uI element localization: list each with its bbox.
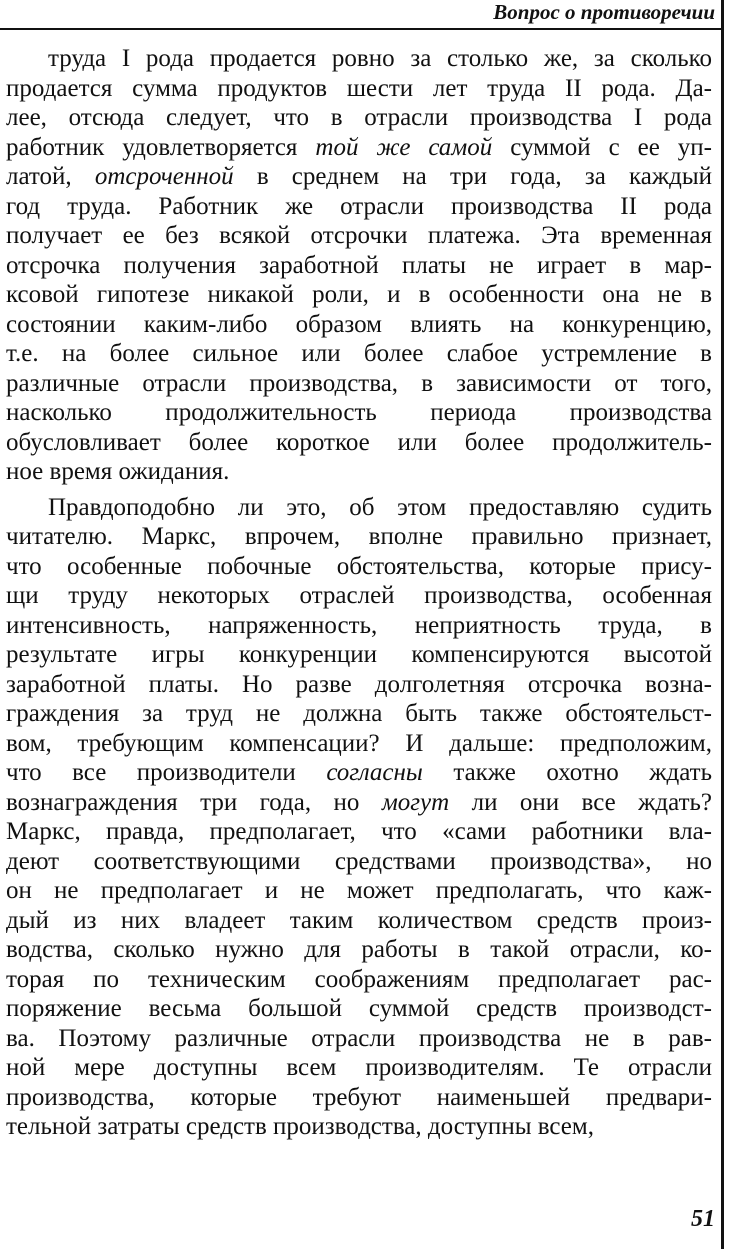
text-line: вом, требующим компенсации? И дальше: предположим, [6,729,712,757]
text-run: в среднем на три года, за каждый [233,163,712,190]
text-line: что особенные побочные обстоятельства, которые прису- [6,552,712,580]
text-line: труда I рода продается ровно за столько же, за сколько [48,45,712,72]
italic-text: могут [381,788,450,816]
text-line: состоянии каким-либо образом влиять на конкуренцию, [6,310,712,338]
page-edge-rule [721,0,724,1249]
running-header [0,0,723,30]
text-line: получает ее без всякой отсрочки платежа. Эта временная [6,222,712,249]
text-line: щи труду некоторых отраслей производства, особенная [6,582,712,609]
text-line: поряжение весьма большой суммой средств производст- [6,995,712,1022]
text-line: Правдоподобно ли это, об этом предоставляю судить [48,493,712,521]
text-line [6,758,712,788]
text-run: также охотно ждать [422,759,712,786]
page-number: 51 [691,1206,715,1232]
text-line: отсрочка получения заработной платы не играет в мар- [6,251,712,279]
text-line [6,162,712,192]
text-line: торая по техническим соображениям предполагает рас- [6,965,712,993]
text-line: ной мере доступны всем производителям. Те отрасли [6,1054,712,1081]
text-line: ва. Поэтому различные отрасли производства не в рав- [6,1024,712,1052]
text-line: деют соответствующими средствами производства», но [6,847,712,875]
text-line: производства, которые требуют наименьшей предвари- [6,1083,712,1111]
paragraph-1 [6,44,712,487]
italic-text: согласны [326,759,423,786]
text-run: суммой с ее уп- [492,133,712,161]
text-line [6,133,712,163]
text-line: читателю. Маркс, впрочем, вполне правильно признает, [6,523,712,550]
text-line: граждения за труд не должна быть также обстоятельст- [6,700,712,727]
text-line [6,788,712,818]
running-header-title: Вопрос о противоречии [493,0,715,24]
text-line: интенсивность, напряженность, неприятность труда, в [6,611,712,639]
paragraph-2 [6,493,712,1142]
text-run: работник удовлетворяется [6,133,316,161]
text-line: дый из них владеет таким количеством средств произ- [6,906,712,934]
text-line: различные отрасли производства, в зависимости от того, [6,369,712,397]
text-line: обусловливает более короткое или более продолжитель- [6,428,712,456]
text-line: ное время ожидания. [6,458,230,485]
text-line: т.е. на более сильное или более слабое устремление в [6,340,712,367]
italic-text: той же самой [315,133,493,161]
text-line: он не предполагает и не может предполагать, что каж- [6,877,712,904]
text-line: заработной платы. Но разве долголетняя отсрочка возна- [6,670,712,698]
text-run: ли они все ждать? [449,788,712,816]
text-line: насколько продолжительность периода производства [6,399,712,426]
text-run: что все производители [6,759,327,786]
text-line: водства, сколько нужно для работы в такой отрасли, ко- [6,936,712,963]
text-line: ксовой гипотезе никакой роли, и в особенности она не в [6,281,712,308]
text-line: тельной затраты средств производства, доступны всем, [6,1113,594,1140]
text-run: вознаграждения три года, но [6,788,382,816]
text-line: результате игры конкуренции компенсируются высотой [6,641,712,668]
text-run: латой, [6,163,95,190]
text-line: Маркс, правда, предполагает, что «сами работники вла- [6,818,712,845]
page-body [6,44,712,1142]
text-line: лее, отсюда следует, что в отрасли производства I рода [6,104,712,131]
text-line: год труда. Работник же отрасли производства II рода [6,192,712,220]
text-line: продается сумма продуктов шести лет труда II рода. Да- [6,74,712,102]
italic-text: отсроченной [94,163,234,190]
